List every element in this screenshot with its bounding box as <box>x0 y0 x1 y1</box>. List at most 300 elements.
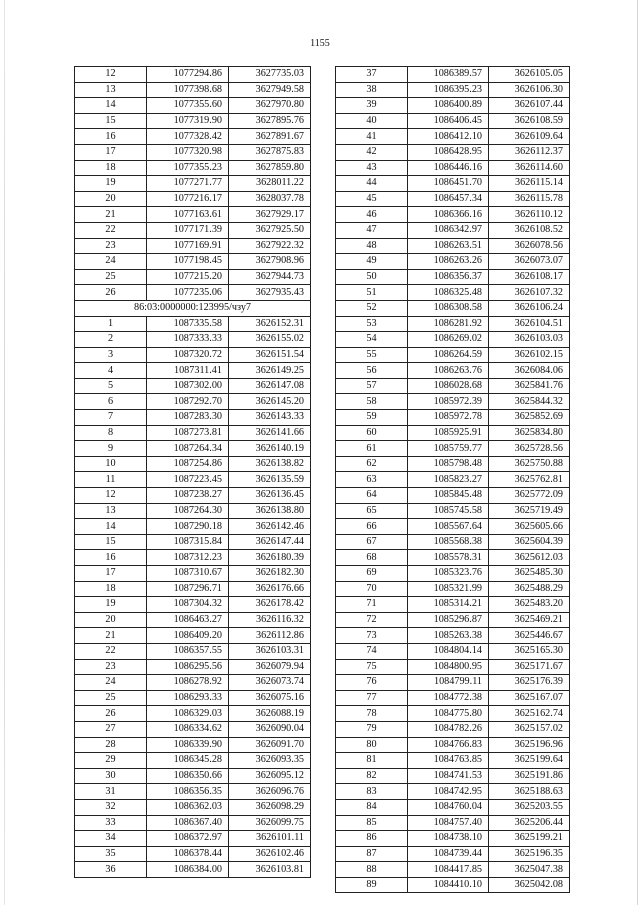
table-row <box>336 566 570 582</box>
y-coordinate-cell: 3625162.74 <box>489 706 570 722</box>
table-row <box>75 799 311 815</box>
y-coordinate-cell: 3626155.02 <box>229 332 311 348</box>
x-coordinate-cell: 1087304.32 <box>147 597 229 613</box>
table-row <box>75 784 311 800</box>
table-row <box>75 113 311 129</box>
table-row <box>75 285 311 301</box>
y-coordinate-cell: 3625844.32 <box>489 394 570 410</box>
table-row <box>336 721 570 737</box>
y-coordinate-cell: 3626149.25 <box>229 363 311 379</box>
table-row <box>75 612 311 628</box>
coordinates-table-left <box>74 66 311 878</box>
table-row <box>75 441 311 457</box>
table-row <box>336 675 570 691</box>
y-coordinate-cell: 3626107.44 <box>489 98 570 114</box>
y-coordinate-cell: 3627895.76 <box>229 113 311 129</box>
y-coordinate-cell: 3626108.59 <box>489 113 570 129</box>
x-coordinate-cell: 1086264.59 <box>408 347 489 363</box>
y-coordinate-cell: 3625483.20 <box>489 597 570 613</box>
y-coordinate-cell: 3626078.56 <box>489 238 570 254</box>
x-coordinate-cell: 1084804.14 <box>408 643 489 659</box>
y-coordinate-cell: 3626095.12 <box>229 768 311 784</box>
x-coordinate-cell: 1086345.28 <box>147 753 229 769</box>
y-coordinate-cell: 3625841.76 <box>489 378 570 394</box>
x-coordinate-cell: 1085845.48 <box>408 488 489 504</box>
table-row <box>336 425 570 441</box>
x-coordinate-cell: 1086329.03 <box>147 706 229 722</box>
point-number-cell: 10 <box>75 456 147 472</box>
point-number-cell: 21 <box>75 207 147 223</box>
x-coordinate-cell: 1077355.23 <box>147 160 229 176</box>
table-row <box>336 176 570 192</box>
x-coordinate-cell: 1077320.98 <box>147 144 229 160</box>
y-coordinate-cell: 3626101.11 <box>229 831 311 847</box>
table-row <box>336 784 570 800</box>
x-coordinate-cell: 1077169.91 <box>147 238 229 254</box>
table-row <box>75 254 311 270</box>
x-coordinate-cell: 1086263.51 <box>408 238 489 254</box>
table-row <box>75 394 311 410</box>
table-row <box>75 737 311 753</box>
y-coordinate-cell: 3626142.46 <box>229 519 311 535</box>
x-coordinate-cell: 1086406.45 <box>408 113 489 129</box>
x-coordinate-cell: 1086342.97 <box>408 222 489 238</box>
point-number-cell: 23 <box>75 659 147 675</box>
table-body-right <box>336 67 570 893</box>
point-number-cell: 48 <box>336 238 408 254</box>
x-coordinate-cell: 1087312.23 <box>147 550 229 566</box>
x-coordinate-cell: 1086356.35 <box>147 784 229 800</box>
x-coordinate-cell: 1077216.17 <box>147 191 229 207</box>
point-number-cell: 86 <box>336 831 408 847</box>
table-row <box>75 488 311 504</box>
x-coordinate-cell: 1077235.06 <box>147 285 229 301</box>
x-coordinate-cell: 1086372.97 <box>147 831 229 847</box>
table-row <box>336 472 570 488</box>
x-coordinate-cell: 1084760.04 <box>408 799 489 815</box>
point-number-cell: 8 <box>75 425 147 441</box>
x-coordinate-cell: 1087223.45 <box>147 472 229 488</box>
point-number-cell: 71 <box>336 597 408 613</box>
point-number-cell: 13 <box>75 82 147 98</box>
table-row <box>336 799 570 815</box>
table-row <box>336 332 570 348</box>
x-coordinate-cell: 1086389.57 <box>408 67 489 83</box>
point-number-cell: 3 <box>75 347 147 363</box>
table-row <box>75 456 311 472</box>
table-row <box>75 347 311 363</box>
y-coordinate-cell: 3626145.20 <box>229 394 311 410</box>
table-row <box>336 862 570 878</box>
point-number-cell: 21 <box>75 628 147 644</box>
point-number-cell: 43 <box>336 160 408 176</box>
x-coordinate-cell: 1084417.85 <box>408 862 489 878</box>
y-coordinate-cell: 3627908.96 <box>229 254 311 270</box>
x-coordinate-cell: 1087273.81 <box>147 425 229 441</box>
y-coordinate-cell: 3625042.08 <box>489 877 570 893</box>
table-row <box>75 207 311 223</box>
point-number-cell: 23 <box>75 238 147 254</box>
point-number-cell: 37 <box>336 67 408 83</box>
point-number-cell: 70 <box>336 581 408 597</box>
point-number-cell: 12 <box>75 67 147 83</box>
y-coordinate-cell: 3626112.37 <box>489 144 570 160</box>
table-row <box>75 67 311 83</box>
y-coordinate-cell: 3626147.08 <box>229 378 311 394</box>
y-coordinate-cell: 3626099.75 <box>229 815 311 831</box>
point-number-cell: 29 <box>75 753 147 769</box>
table-row <box>336 82 570 98</box>
point-number-cell: 18 <box>75 160 147 176</box>
point-number-cell: 35 <box>75 846 147 862</box>
point-number-cell: 6 <box>75 394 147 410</box>
point-number-cell: 67 <box>336 534 408 550</box>
y-coordinate-cell: 3626108.17 <box>489 269 570 285</box>
table-row <box>336 643 570 659</box>
x-coordinate-cell: 1086295.56 <box>147 659 229 675</box>
y-coordinate-cell: 3625719.49 <box>489 503 570 519</box>
x-coordinate-cell: 1086278.92 <box>147 675 229 691</box>
table-row <box>75 721 311 737</box>
table-row <box>336 113 570 129</box>
x-coordinate-cell: 1087290.18 <box>147 519 229 535</box>
table-row <box>75 659 311 675</box>
table-row <box>336 737 570 753</box>
y-coordinate-cell: 3626136.45 <box>229 488 311 504</box>
x-coordinate-cell: 1077171.39 <box>147 222 229 238</box>
y-coordinate-cell: 3626138.80 <box>229 503 311 519</box>
y-coordinate-cell: 3626110.12 <box>489 207 570 223</box>
point-number-cell: 31 <box>75 784 147 800</box>
y-coordinate-cell: 3625485.30 <box>489 566 570 582</box>
point-number-cell: 20 <box>75 612 147 628</box>
y-coordinate-cell: 3626105.05 <box>489 67 570 83</box>
point-number-cell: 69 <box>336 566 408 582</box>
y-coordinate-cell: 3625196.35 <box>489 846 570 862</box>
table-row <box>75 690 311 706</box>
y-coordinate-cell: 3626182.30 <box>229 566 311 582</box>
y-coordinate-cell: 3625772.09 <box>489 488 570 504</box>
point-number-cell: 73 <box>336 628 408 644</box>
x-coordinate-cell: 1086028.68 <box>408 378 489 394</box>
point-number-cell: 32 <box>75 799 147 815</box>
page-number: 1155 <box>310 38 330 49</box>
table-row <box>75 238 311 254</box>
table-row <box>336 300 570 316</box>
x-coordinate-cell: 1084742.95 <box>408 784 489 800</box>
point-number-cell: 50 <box>336 269 408 285</box>
table-row <box>336 628 570 644</box>
y-coordinate-cell: 3626103.31 <box>229 643 311 659</box>
table-row <box>75 222 311 238</box>
y-coordinate-cell: 3625750.88 <box>489 456 570 472</box>
table-row <box>75 831 311 847</box>
table-body-left <box>75 67 311 878</box>
x-coordinate-cell: 1087264.30 <box>147 503 229 519</box>
point-number-cell: 28 <box>75 737 147 753</box>
point-number-cell: 45 <box>336 191 408 207</box>
x-coordinate-cell: 1077198.45 <box>147 254 229 270</box>
point-number-cell: 15 <box>75 534 147 550</box>
point-number-cell: 54 <box>336 332 408 348</box>
table-row <box>336 488 570 504</box>
y-coordinate-cell: 3626114.60 <box>489 160 570 176</box>
table-row <box>75 643 311 659</box>
table-row <box>336 269 570 285</box>
x-coordinate-cell: 1077163.61 <box>147 207 229 223</box>
x-coordinate-cell: 1084782.26 <box>408 721 489 737</box>
section-row <box>75 300 311 316</box>
point-number-cell: 53 <box>336 316 408 332</box>
point-number-cell: 17 <box>75 566 147 582</box>
table-row <box>75 425 311 441</box>
point-number-cell: 63 <box>336 472 408 488</box>
point-number-cell: 66 <box>336 519 408 535</box>
table-row <box>75 675 311 691</box>
point-number-cell: 55 <box>336 347 408 363</box>
x-coordinate-cell: 1085972.39 <box>408 394 489 410</box>
point-number-cell: 26 <box>75 706 147 722</box>
x-coordinate-cell: 1084766.83 <box>408 737 489 753</box>
scan-edge-right <box>637 0 638 905</box>
table-row <box>336 285 570 301</box>
x-coordinate-cell: 1077294.86 <box>147 67 229 83</box>
table-row <box>75 316 311 332</box>
y-coordinate-cell: 3626176.66 <box>229 581 311 597</box>
y-coordinate-cell: 3627735.03 <box>229 67 311 83</box>
point-number-cell: 19 <box>75 597 147 613</box>
table-row <box>336 768 570 784</box>
point-number-cell: 41 <box>336 129 408 145</box>
y-coordinate-cell: 3627935.43 <box>229 285 311 301</box>
point-number-cell: 88 <box>336 862 408 878</box>
point-number-cell: 1 <box>75 316 147 332</box>
point-number-cell: 61 <box>336 441 408 457</box>
table-row <box>336 706 570 722</box>
y-coordinate-cell: 3625157.02 <box>489 721 570 737</box>
y-coordinate-cell: 3625203.55 <box>489 799 570 815</box>
y-coordinate-cell: 3626090.04 <box>229 721 311 737</box>
x-coordinate-cell: 1077215.20 <box>147 269 229 285</box>
y-coordinate-cell: 3625446.67 <box>489 628 570 644</box>
table-row <box>336 144 570 160</box>
table-row <box>75 363 311 379</box>
table-row <box>336 659 570 675</box>
table-row <box>336 207 570 223</box>
x-coordinate-cell: 1085568.38 <box>408 534 489 550</box>
y-coordinate-cell: 3627925.50 <box>229 222 311 238</box>
y-coordinate-cell: 3625199.21 <box>489 831 570 847</box>
y-coordinate-cell: 3625188.63 <box>489 784 570 800</box>
x-coordinate-cell: 1086308.58 <box>408 300 489 316</box>
x-coordinate-cell: 1087292.70 <box>147 394 229 410</box>
table-row <box>336 222 570 238</box>
x-coordinate-cell: 1087335.58 <box>147 316 229 332</box>
y-coordinate-cell: 3626115.78 <box>489 191 570 207</box>
x-coordinate-cell: 1087264.34 <box>147 441 229 457</box>
table-row <box>336 160 570 176</box>
x-coordinate-cell: 1077319.90 <box>147 113 229 129</box>
point-number-cell: 84 <box>336 799 408 815</box>
point-number-cell: 65 <box>336 503 408 519</box>
point-number-cell: 68 <box>336 550 408 566</box>
point-number-cell: 57 <box>336 378 408 394</box>
table-row <box>75 550 311 566</box>
x-coordinate-cell: 1086412.10 <box>408 129 489 145</box>
x-coordinate-cell: 1086451.70 <box>408 176 489 192</box>
x-coordinate-cell: 1085925.91 <box>408 425 489 441</box>
y-coordinate-cell: 3626079.94 <box>229 659 311 675</box>
point-number-cell: 2 <box>75 332 147 348</box>
table-row <box>75 269 311 285</box>
y-coordinate-cell: 3626091.70 <box>229 737 311 753</box>
x-coordinate-cell: 1086356.37 <box>408 269 489 285</box>
x-coordinate-cell: 1086428.95 <box>408 144 489 160</box>
y-coordinate-cell: 3626107.32 <box>489 285 570 301</box>
y-coordinate-cell: 3626151.54 <box>229 347 311 363</box>
y-coordinate-cell: 3626103.03 <box>489 332 570 348</box>
table-row <box>336 363 570 379</box>
x-coordinate-cell: 1086366.16 <box>408 207 489 223</box>
table-row <box>336 347 570 363</box>
y-coordinate-cell: 3626178.42 <box>229 597 311 613</box>
table-row <box>336 98 570 114</box>
point-number-cell: 47 <box>336 222 408 238</box>
x-coordinate-cell: 1085798.48 <box>408 456 489 472</box>
x-coordinate-cell: 1087311.41 <box>147 363 229 379</box>
table-row <box>336 815 570 831</box>
table-row <box>336 831 570 847</box>
x-coordinate-cell: 1085296.87 <box>408 612 489 628</box>
cadastral-number: 86:03:0000000:123995/чзу7 <box>75 300 311 316</box>
point-number-cell: 19 <box>75 176 147 192</box>
point-number-cell: 13 <box>75 503 147 519</box>
y-coordinate-cell: 3626073.74 <box>229 675 311 691</box>
point-number-cell: 36 <box>75 862 147 878</box>
y-coordinate-cell: 3625047.38 <box>489 862 570 878</box>
point-number-cell: 33 <box>75 815 147 831</box>
y-coordinate-cell: 3626103.81 <box>229 862 311 878</box>
y-coordinate-cell: 3626098.29 <box>229 799 311 815</box>
y-coordinate-cell: 3625612.03 <box>489 550 570 566</box>
point-number-cell: 89 <box>336 877 408 893</box>
table-row <box>75 144 311 160</box>
y-coordinate-cell: 3626109.64 <box>489 129 570 145</box>
x-coordinate-cell: 1085745.58 <box>408 503 489 519</box>
table-row <box>336 597 570 613</box>
table-row <box>336 129 570 145</box>
x-coordinate-cell: 1087296.71 <box>147 581 229 597</box>
y-coordinate-cell: 3627929.17 <box>229 207 311 223</box>
table-row <box>75 82 311 98</box>
x-coordinate-cell: 1084800.95 <box>408 659 489 675</box>
x-coordinate-cell: 1086446.16 <box>408 160 489 176</box>
point-number-cell: 52 <box>336 300 408 316</box>
y-coordinate-cell: 3627949.58 <box>229 82 311 98</box>
point-number-cell: 16 <box>75 550 147 566</box>
x-coordinate-cell: 1086350.66 <box>147 768 229 784</box>
point-number-cell: 83 <box>336 784 408 800</box>
point-number-cell: 30 <box>75 768 147 784</box>
point-number-cell: 77 <box>336 690 408 706</box>
table-row <box>75 519 311 535</box>
point-number-cell: 17 <box>75 144 147 160</box>
table-row <box>75 98 311 114</box>
x-coordinate-cell: 1084741.53 <box>408 768 489 784</box>
table-row <box>336 519 570 535</box>
x-coordinate-cell: 1085567.64 <box>408 519 489 535</box>
x-coordinate-cell: 1085323.76 <box>408 566 489 582</box>
coordinates-table-right <box>335 66 570 893</box>
table-row <box>75 706 311 722</box>
y-coordinate-cell: 3626140.19 <box>229 441 311 457</box>
y-coordinate-cell: 3627922.32 <box>229 238 311 254</box>
y-coordinate-cell: 3626115.14 <box>489 176 570 192</box>
x-coordinate-cell: 1087320.72 <box>147 347 229 363</box>
point-number-cell: 76 <box>336 675 408 691</box>
point-number-cell: 82 <box>336 768 408 784</box>
point-number-cell: 59 <box>336 410 408 426</box>
scan-edge-left <box>4 0 5 905</box>
table-row <box>336 254 570 270</box>
point-number-cell: 49 <box>336 254 408 270</box>
x-coordinate-cell: 1084739.44 <box>408 846 489 862</box>
y-coordinate-cell: 3627891.67 <box>229 129 311 145</box>
x-coordinate-cell: 1077271.77 <box>147 176 229 192</box>
point-number-cell: 46 <box>336 207 408 223</box>
y-coordinate-cell: 3626102.15 <box>489 347 570 363</box>
table-row <box>75 410 311 426</box>
point-number-cell: 78 <box>336 706 408 722</box>
table-row <box>75 332 311 348</box>
point-number-cell: 4 <box>75 363 147 379</box>
y-coordinate-cell: 3625469.21 <box>489 612 570 628</box>
x-coordinate-cell: 1087333.33 <box>147 332 229 348</box>
x-coordinate-cell: 1086395.23 <box>408 82 489 98</box>
point-number-cell: 24 <box>75 254 147 270</box>
x-coordinate-cell: 1085321.99 <box>408 581 489 597</box>
point-number-cell: 74 <box>336 643 408 659</box>
point-number-cell: 56 <box>336 363 408 379</box>
y-coordinate-cell: 3625196.96 <box>489 737 570 753</box>
y-coordinate-cell: 3626112.86 <box>229 628 311 644</box>
point-number-cell: 22 <box>75 643 147 659</box>
y-coordinate-cell: 3626152.31 <box>229 316 311 332</box>
y-coordinate-cell: 3627859.80 <box>229 160 311 176</box>
y-coordinate-cell: 3625728.56 <box>489 441 570 457</box>
x-coordinate-cell: 1086409.20 <box>147 628 229 644</box>
table-row <box>75 160 311 176</box>
point-number-cell: 25 <box>75 269 147 285</box>
y-coordinate-cell: 3626088.19 <box>229 706 311 722</box>
y-coordinate-cell: 3625605.66 <box>489 519 570 535</box>
y-coordinate-cell: 3626143.33 <box>229 410 311 426</box>
x-coordinate-cell: 1084410.10 <box>408 877 489 893</box>
point-number-cell: 25 <box>75 690 147 706</box>
table-row <box>336 456 570 472</box>
x-coordinate-cell: 1084799.11 <box>408 675 489 691</box>
y-coordinate-cell: 3628037.78 <box>229 191 311 207</box>
point-number-cell: 15 <box>75 113 147 129</box>
table-row <box>75 566 311 582</box>
point-number-cell: 51 <box>336 285 408 301</box>
x-coordinate-cell: 1085972.78 <box>408 410 489 426</box>
x-coordinate-cell: 1086378.44 <box>147 846 229 862</box>
table-row <box>336 410 570 426</box>
table-row <box>336 441 570 457</box>
point-number-cell: 62 <box>336 456 408 472</box>
table-row <box>336 534 570 550</box>
